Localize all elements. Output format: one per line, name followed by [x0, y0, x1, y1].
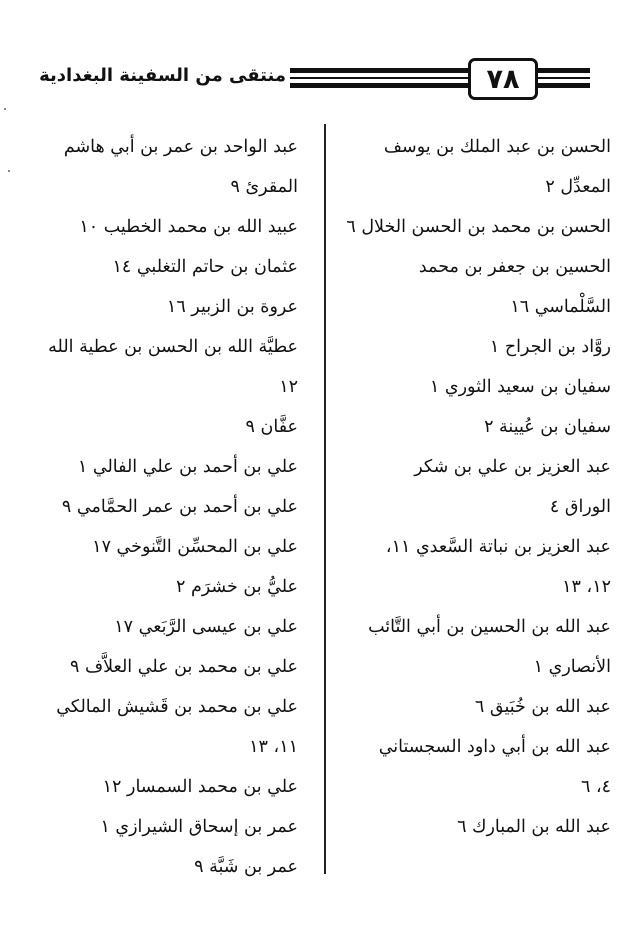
header-rule-left-bottom: [290, 83, 468, 88]
index-entry: ١٢، ١٣: [562, 577, 611, 597]
index-entry: سفيان بن سعيد الثوري ١: [429, 377, 611, 397]
index-entry: عبد العزيز بن نباتة السَّعدي ١١،: [385, 537, 611, 557]
header-rule-right-bottom: [538, 83, 590, 88]
index-entry: الأنصاري ١: [533, 657, 611, 677]
index-entry: عبد الله بن المبارك ٦: [457, 817, 611, 837]
index-entry: عمر بن شَبَّة ٩: [194, 857, 298, 877]
index-entry: ١١، ١٣: [249, 737, 298, 757]
index-entry: عبد العزيز بن علي بن شكر: [414, 457, 611, 477]
index-entry: عفَّان ٩: [245, 417, 298, 437]
index-entry: ٤، ٦: [580, 777, 611, 797]
index-entry: عبد الواحد بن عمر بن أبي هاشم: [63, 137, 298, 157]
index-entry: عثمان بن حاتم التغلبي ١٤: [112, 257, 298, 277]
header-rule-left-top: [290, 68, 468, 73]
index-entry: سفيان بن عُيينة ٢: [484, 417, 611, 437]
index-entry: الوراق ٤: [549, 497, 611, 517]
index-entry: علي بن المحسِّن التَّنوخي ١٧: [92, 537, 298, 557]
column-divider: [324, 124, 326, 874]
scan-speck: [8, 170, 10, 172]
index-entry: عليُّ بن خشرَم ٢: [175, 577, 298, 597]
index-entry: المعدِّل ٢: [545, 177, 611, 197]
index-entry: عروة بن الزبير ١٦: [166, 297, 298, 317]
index-entry: علي بن أحمد بن عمر الحمَّامي ٩: [61, 497, 298, 517]
index-entry: علي بن محمد بن علي العلاَّف ٩: [69, 657, 298, 677]
index-entry: السَّلْماسي ١٦: [510, 297, 611, 317]
index-entry: الحسن بن محمد بن الحسن الخلال ٦: [346, 217, 611, 237]
scan-speck: [4, 108, 6, 110]
index-entry: علي بن عيسى الرَّبَعي ١٧: [114, 617, 298, 637]
index-entry: عطيَّة الله بن الحسن بن عطية الله: [48, 337, 298, 357]
index-entry: علي بن أحمد بن علي الفالي ١: [77, 457, 298, 477]
header-rule-right-top: [538, 68, 590, 73]
index-entry: عبد الله بن الحسين بن أبي التَّائب: [368, 617, 611, 637]
page-number: ٧٨: [468, 58, 538, 100]
book-title: منتقى من السفينة البغدادية: [39, 65, 286, 86]
index-entry: عبد الله بن خُبَيق ٦: [474, 697, 611, 717]
index-column-left: [48, 127, 298, 887]
header-rule-left-mid: [290, 77, 468, 79]
index-entry: عمر بن إسحاق الشيرازي ١: [100, 817, 298, 837]
index-entry: روَّاد بن الجراح ١: [489, 337, 611, 357]
index-column-right: [345, 127, 611, 847]
page-header: [0, 0, 626, 120]
index-entry: عبد الله بن أبي داود السجستاني: [378, 737, 611, 757]
index-entry: عبيد الله بن محمد الخطيب ١٠: [79, 217, 298, 237]
index-entry: المقرئ ٩: [230, 177, 298, 197]
index-entry: علي بن محمد بن قَشيش المالكي: [56, 697, 298, 717]
header-rule-right-mid: [538, 77, 590, 79]
index-entry: علي بن محمد السمسار ١٢: [102, 777, 298, 797]
index-entry: الحسن بن عبد الملك بن يوسف: [383, 137, 611, 157]
index-entry: ١٢: [279, 377, 298, 397]
index-entry: الحسين بن جعفر بن محمد: [418, 257, 611, 277]
